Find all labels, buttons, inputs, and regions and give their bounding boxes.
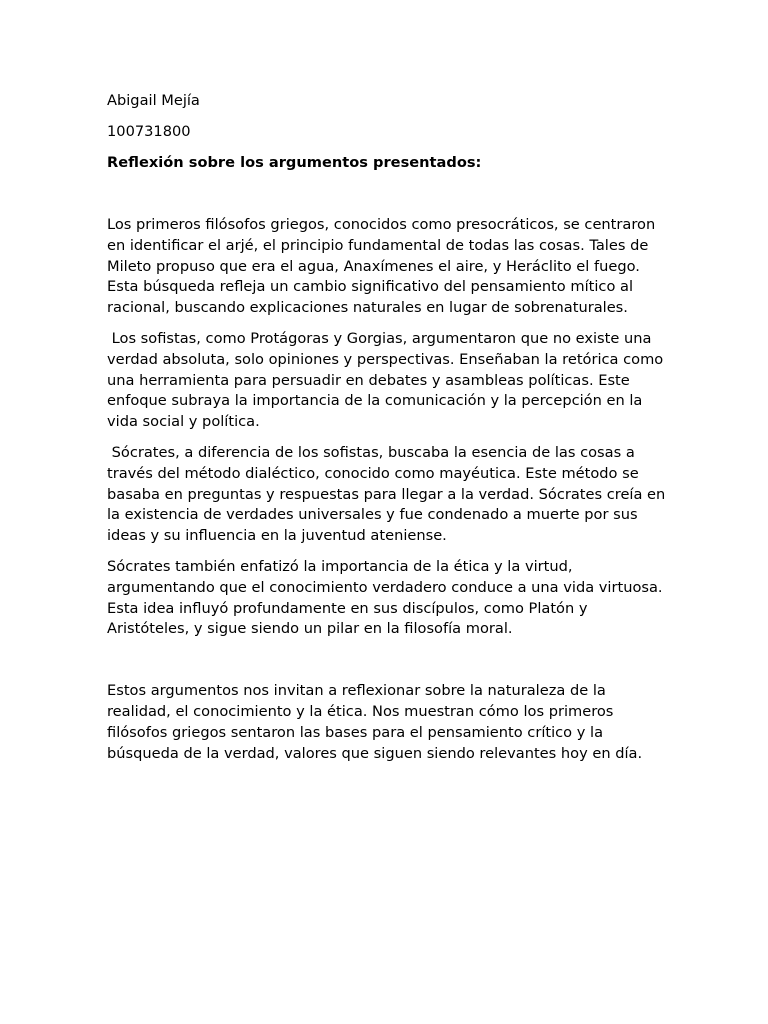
document-heading: Reflexión sobre los argumentos presentados: [107, 154, 482, 171]
paragraph-sofistas: Los sofistas, como Protágoras y Gorgias, argumentaron que no existe una verdad absoluta, solo opiniones y perspectivas. Enseñaban la retórica como una herramienta para persuadir en debates y asambleas políticas. Este enfoque subraya la importancia de la comunicación y la percepción en la vida social y política. [107, 329, 668, 431]
paragraph-etica: Sócrates también enfatizó la importancia de la ética y la virtud, argumentando que el conocimiento verdadero conduce a una vida virtuosa. Esta idea influyó profundamente en sus discípulos, como Platón y Aristóteles, y sigue siendo un pilar en la filosofía moral. [107, 557, 663, 638]
author-name: Abigail Mejía [107, 92, 200, 109]
paragraph-conclusion: Estos argumentos nos invitan a reflexionar sobre la naturaleza de la realidad, el conocimiento y la ética. Nos muestran cómo los primeros filósofos griegos sentaron las bases para el pensamiento crítico y la búsqueda de la verdad, valores que siguen siendo relevantes hoy en día. [107, 682, 643, 762]
paragraph-presocraticos: Los primeros filósofos griegos, conocidos como presocráticos, se centraron en identificar el arjé, el principio fundamental de todas las cosas. Tales de Mileto propuso que era el agua, Anaxímenes el aire, y Heráclito el fuego. Esta búsqueda refleja un cambio significativo del pensamiento mítico al racional, buscando explicaciones naturales en lugar de sobrenaturales. [107, 216, 656, 317]
paragraph-socrates: Sócrates, a diferencia de los sofistas, buscaba la esencia de las cosas a través del método dialéctico, conocido como mayéutica. Este método se basaba en preguntas y respuestas para llegar a la verdad. Sócrates creía en la existencia de verdades universales y fue condenado a muerte por sus ideas y su influencia en la juventud ateniense. [107, 443, 670, 545]
document-body [107, 90, 670, 774]
student-id: 100731800 [107, 123, 191, 140]
